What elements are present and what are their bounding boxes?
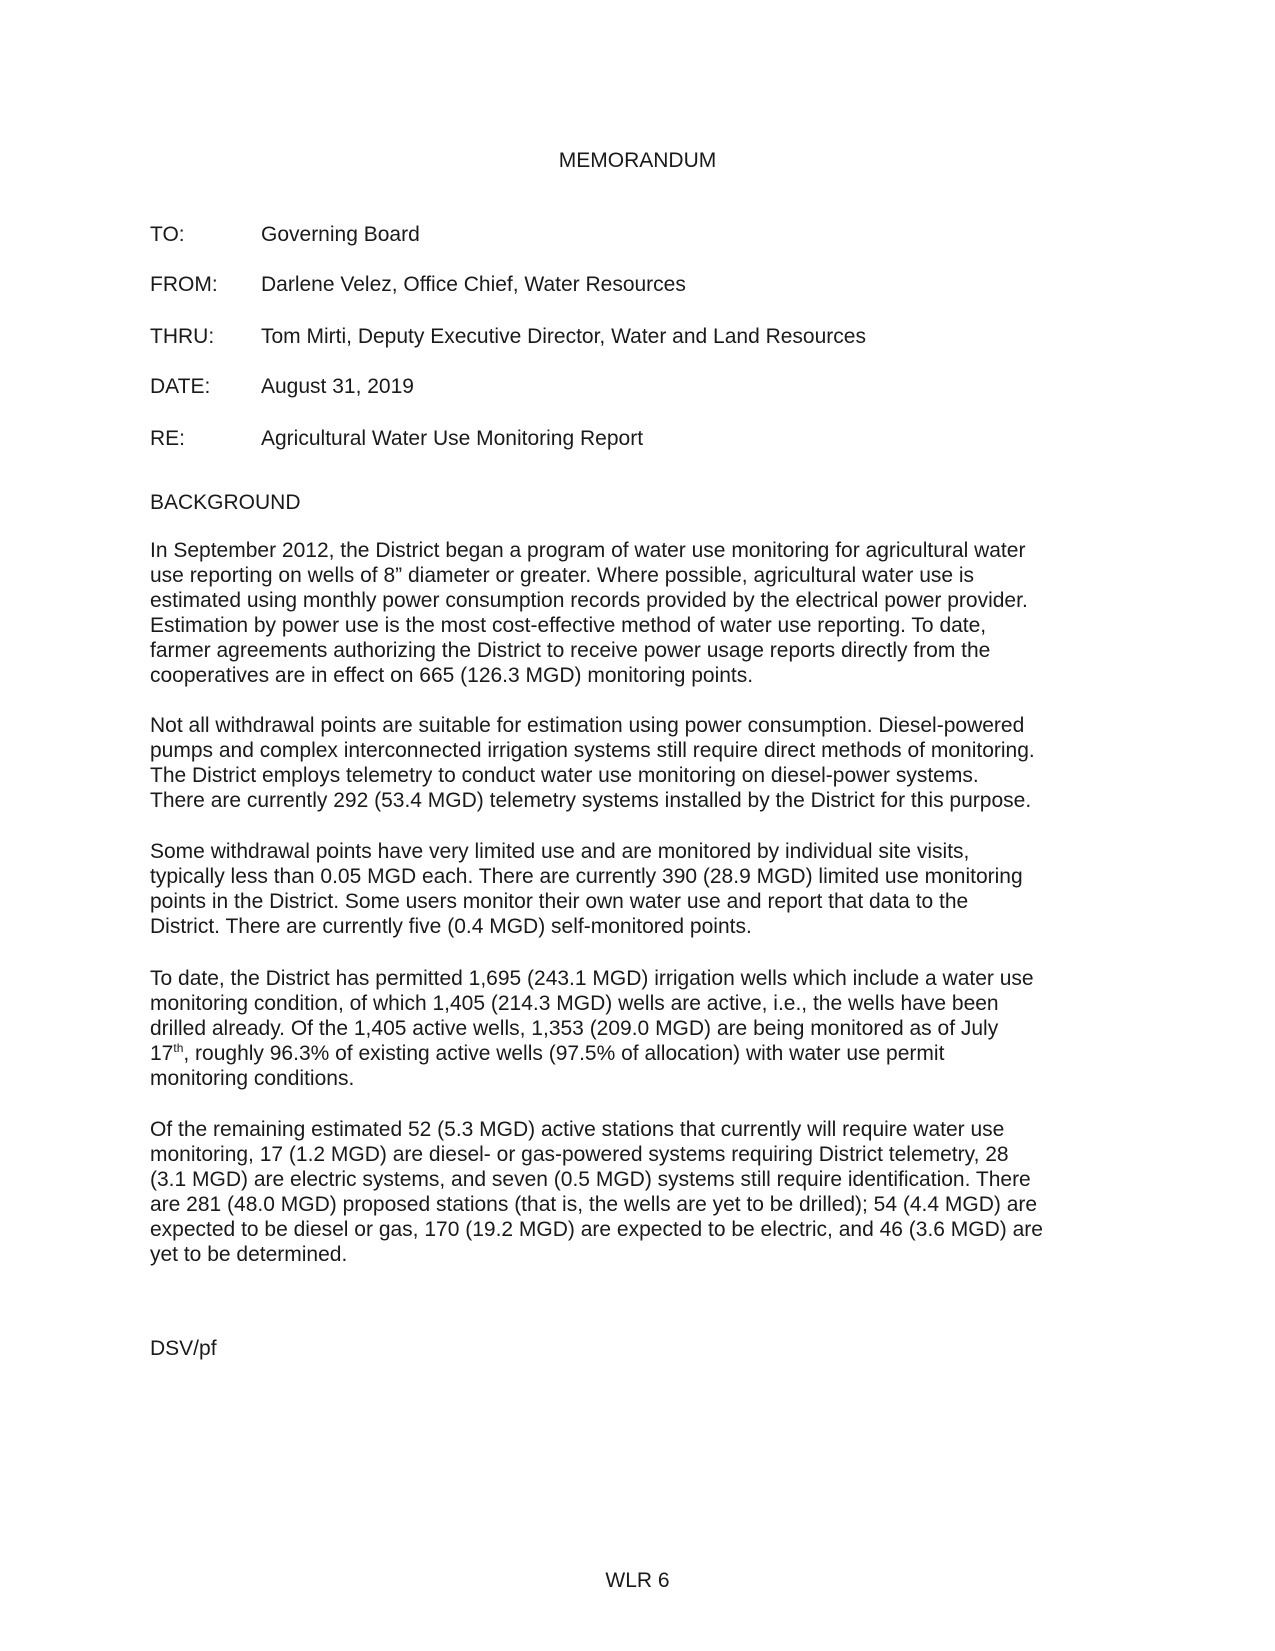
paragraph-line: monitoring conditions.: [150, 1067, 355, 1090]
paragraph-line: points in the District. Some users monitor their own water use and report that data to the: [150, 890, 969, 913]
paragraph-line: use reporting on wells of 8” diameter or greater. Where possible, agricultural water use is: [150, 564, 975, 587]
paragraph-line: District. There are currently five (0.4 MGD) self-monitored points.: [150, 915, 752, 938]
date-day: 17: [150, 1042, 174, 1065]
signoff-initials: DSV/pf: [150, 1337, 217, 1360]
paragraph-line: monitoring, 17 (1.2 MGD) are diesel- or gas-powered systems requiring District telemetry, 28: [150, 1143, 1009, 1166]
paragraph-line: pumps and complex interconnected irrigation systems still require direct methods of monitoring.: [150, 739, 1035, 762]
date-rest: , roughly 96.3% of existing active wells (97.5% of allocation) with water use permit: [183, 1042, 945, 1065]
paragraph-line: are 281 (48.0 MGD) proposed stations (that is, the wells are yet to be drilled); 54 (4.4 MGD) are: [150, 1193, 1038, 1216]
paragraph-line: There are currently 292 (53.4 MGD) telemetry systems installed by the District for this purpose.: [150, 789, 1032, 812]
page-footer: WLR 6: [605, 1569, 670, 1592]
paragraph-4: [150, 966, 1140, 1091]
paragraph-line: yet to be determined.: [150, 1243, 348, 1266]
paragraph-5: [150, 1117, 1140, 1267]
header-thru-value: Tom Mirti, Deputy Executive Director, Water and Land Resources: [261, 325, 866, 348]
header-re-value: Agricultural Water Use Monitoring Report: [261, 427, 644, 450]
paragraph-line: Estimation by power use is the most cost-effective method of water use reporting. To date,: [150, 614, 987, 637]
paragraph-line: farmer agreements authorizing the District to receive power usage reports directly from the: [150, 639, 991, 662]
header-thru-label: THRU:: [150, 325, 215, 348]
paragraph-line: In September 2012, the District began a program of water use monitoring for agricultural water: [150, 539, 1026, 562]
memo-title: MEMORANDUM: [558, 149, 717, 172]
header-from-value: Darlene Velez, Office Chief, Water Resources: [261, 273, 686, 296]
paragraph-line: Some withdrawal points have very limited use and are monitored by individual site visits,: [150, 840, 970, 863]
header-re-label: RE:: [150, 427, 186, 450]
header-re: [150, 426, 1150, 451]
paragraph-line: Not all withdrawal points are suitable for estimation using power consumption. Diesel-powered: [150, 714, 1025, 737]
header-thru: [150, 324, 1150, 349]
paragraph-line: estimated using monthly power consumption records provided by the electrical power provider.: [150, 589, 1028, 612]
paragraph-2: [150, 713, 1140, 813]
header-to: [150, 222, 1150, 247]
header-date-value: August 31, 2019: [261, 375, 414, 398]
paragraph-line: cooperatives are in effect on 665 (126.3 MGD) monitoring points.: [150, 664, 754, 687]
paragraph-line: typically less than 0.05 MGD each. There are currently 390 (28.9 MGD) limited use monitoring: [150, 865, 1023, 888]
paragraph-line: monitoring condition, of which 1,405 (214.3 MGD) wells are active, i.e., the wells have been: [150, 992, 999, 1015]
paragraph-line: (3.1 MGD) are electric systems, and seven (0.5 MGD) systems still require identification. There: [150, 1168, 1031, 1191]
paragraph-3: [150, 839, 1140, 939]
paragraph-line: drilled already. Of the 1,405 active wells, 1,353 (209.0 MGD) are being monitored as of July: [150, 1017, 999, 1040]
paragraph-line: To date, the District has permitted 1,695 (243.1 MGD) irrigation wells which include a water use: [150, 967, 1034, 990]
section-heading-background: BACKGROUND: [150, 491, 301, 514]
paragraph-line: Of the remaining estimated 52 (5.3 MGD) active stations that currently will require water use: [150, 1118, 1005, 1141]
header-to-label: TO:: [150, 223, 185, 246]
paragraph-line-with-superscript: [150, 1041, 1140, 1066]
header-from: [150, 272, 1150, 297]
header-from-label: FROM:: [150, 273, 218, 296]
header-to-value: Governing Board: [261, 223, 420, 246]
date-suffix: th: [173, 1041, 184, 1055]
paragraph-1: [150, 538, 1140, 688]
paragraph-line: The District employs telemetry to conduct water use monitoring on diesel-power systems.: [150, 764, 979, 787]
header-date-label: DATE:: [150, 375, 211, 398]
header-date: [150, 374, 1150, 399]
paragraph-line: expected to be diesel or gas, 170 (19.2 MGD) are expected to be electric, and 46 (3.6 MGD) are: [150, 1218, 1043, 1241]
